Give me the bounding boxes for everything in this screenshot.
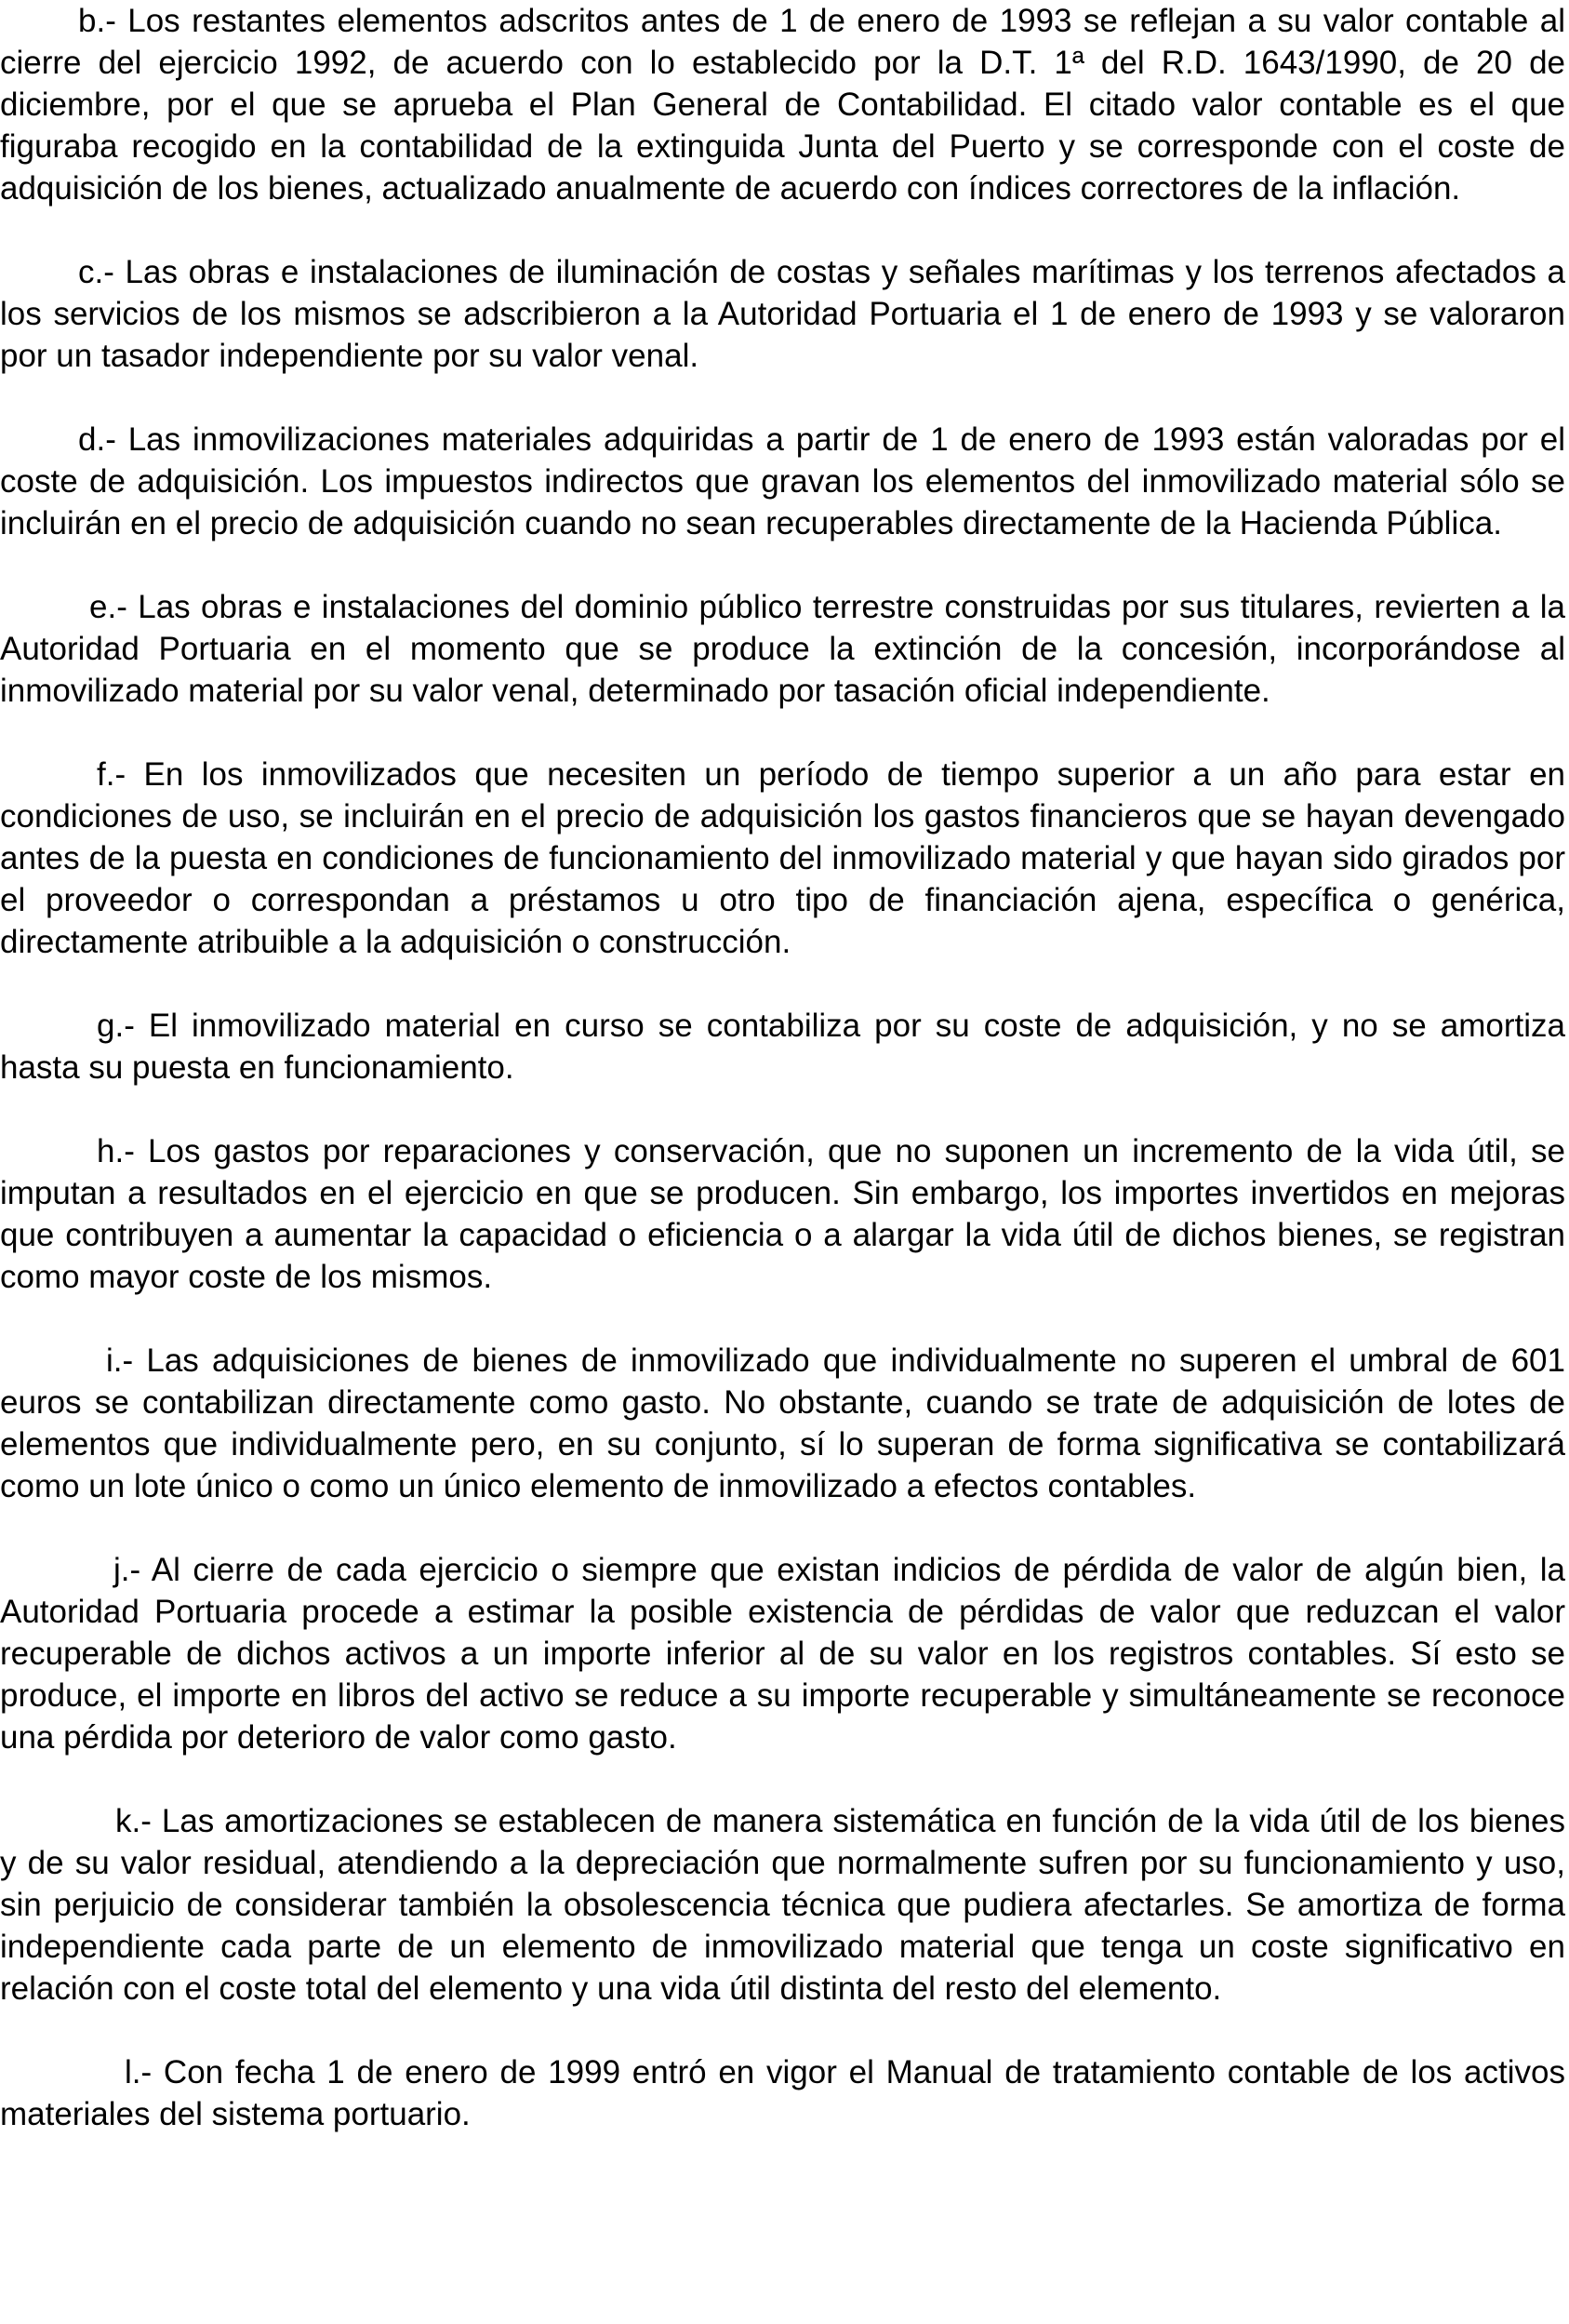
paragraph-i: i.- Las adquisiciones de bienes de inmovilizado que individualmente no superen el umbral de 601 euros se contabilizan directamente como gasto. No obstante, cuando se trate de adquisición de lotes de elementos que individualmente pero, en su conjunto, sí lo superan de forma significativa se contabilizará como un lote único o como un único elemento de inmovilizado a efectos contables. <box>0 1342 1565 1504</box>
paragraph-b: b.- Los restantes elementos adscritos antes de 1 de enero de 1993 se reflejan a su valor contable al cierre del ejercicio 1992, de acuerdo con lo establecido por la D.T. 1ª del R.D. 1643/1990, de 20 de diciembre, por el que se aprueba el Plan General de Contabilidad. El citado valor contable es el que figuraba recogido en la contabilidad de la extinguida Junta del Puerto y se corresponde con el coste de adquisición de los bienes, actualizado anualmente de acuerdo con índices correctores de la inflación. <box>0 3 1565 207</box>
paragraph-k: k.- Las amortizaciones se establecen de manera sistemática en función de la vida útil de los bienes y de su valor residual, atendiendo a la depreciación que normalmente sufren por su funcionamiento y uso, sin perjuicio de considerar también la obsolescencia técnica que pudiera afectarles. Se amortiza de forma independiente cada parte de un elemento de inmovilizado material que tenga un coste significativo en relación con el coste total del elemento y una vida útil distinta del resto del elemento. <box>0 1803 1565 2007</box>
paragraph-j: j.- Al cierre de cada ejercicio o siempre que existan indicios de pérdida de valor de algún bien, la Autoridad Portuaria procede a estimar la posible existencia de pérdidas de valor que reduzcan el valor recuperable de dichos activos a un importe inferior al de su valor en los registros contables. Sí esto se produce, el importe en libros del activo se reduce a su importe recuperable y simultáneamente se reconoce una pérdida por deterioro de valor como gasto. <box>0 1552 1565 1756</box>
paragraph-d: d.- Las inmovilizaciones materiales adquiridas a partir de 1 de enero de 1993 están valoradas por el coste de adquisición. Los impuestos indirectos que gravan los elementos del inmovilizado material sólo se incluirán en el precio de adquisición cuando no sean recuperables directamente de la Hacienda Pública. <box>0 421 1565 541</box>
paragraph-e: e.- Las obras e instalaciones del dominio público terrestre construidas por sus titulares, revierten a la Autoridad Portuaria en el momento que se produce la extinción de la concesión, incorporándose al inmovilizado material por su valor venal, determinado por tasación oficial independiente. <box>0 589 1565 709</box>
paragraph-c: c.- Las obras e instalaciones de iluminación de costas y señales marítimas y los terrenos afectados a los servicios de los mismos se adscribieron a la Autoridad Portuaria el 1 de enero de 1993 y se valoraron por un tasador independiente por su valor venal. <box>0 254 1565 374</box>
paragraph-l: l.- Con fecha 1 de enero de 1999 entró en vigor el Manual de tratamiento contable de los activos materiales del sistema portuario. <box>0 2054 1565 2132</box>
paragraph-f: f.- En los inmovilizados que necesiten un período de tiempo superior a un año para estar en condiciones de uso, se incluirán en el precio de adquisición los gastos financieros que se hayan devengado antes de la puesta en condiciones de funcionamiento del inmovilizado material y que hayan sido girados por el proveedor o correspondan a préstamos u otro tipo de financiación ajena, específica o genérica, directamente atribuible a la adquisición o construcción. <box>0 756 1565 960</box>
paragraph-h: h.- Los gastos por reparaciones y conservación, que no suponen un incremento de la vida útil, se imputan a resultados en el ejercicio en que se producen. Sin embargo, los importes invertidos en mejoras que contribuyen a aumentar la capacidad o eficiencia o a alargar la vida útil de dichos bienes, se registran como mayor coste de los mismos. <box>0 1133 1565 1295</box>
paragraph-g: g.- El inmovilizado material en curso se contabiliza por su coste de adquisición, y no se amortiza hasta su puesta en funcionamiento. <box>0 1008 1565 1086</box>
